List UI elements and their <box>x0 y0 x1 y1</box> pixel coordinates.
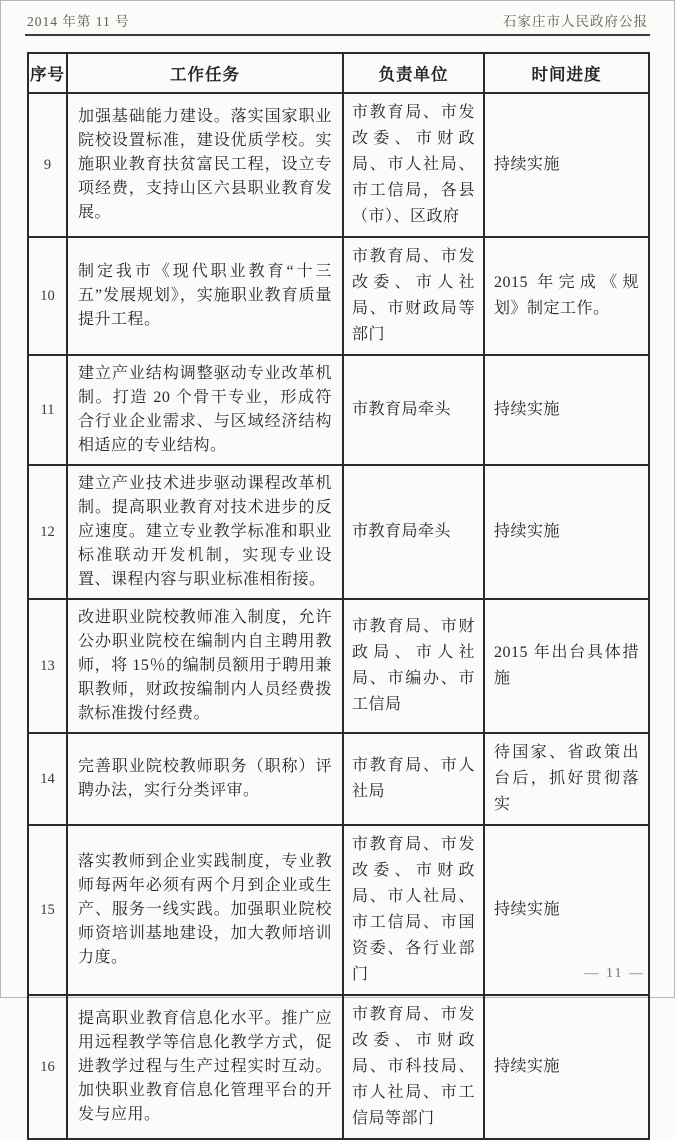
task-cell: 制定我市《现代职业教育“十三五”发展规划》，实施职业教育质量提升工程。 <box>67 237 343 355</box>
table-row <box>28 825 649 995</box>
time-cell: 持续实施 <box>484 995 649 1139</box>
col-header-unit: 负责单位 <box>343 53 484 93</box>
running-header <box>27 10 648 30</box>
row-number: 12 <box>28 465 67 599</box>
row-number: 14 <box>28 733 67 825</box>
task-cell: 建立产业技术进步驱动课程改革机制。提高职业教育对技术进步的反应速度。建立专业教学标准和职业标准联动开发机制，实现专业设置、课程内容与职业标准相衔接。 <box>67 465 343 599</box>
gazette-title: 石家庄市人民政府公报 <box>503 14 648 29</box>
unit-cell: 市教育局、市发改委、市财政局、市人社局、市工信局，各县（市）、区政府 <box>343 93 484 237</box>
row-number: 15 <box>28 825 67 995</box>
task-cell: 落实教师到企业实践制度，专业教师每两年必须有两个月到企业或生产、服务一线实践。加强职业院校师资培训基地建设，加大教师培训力度。 <box>67 825 343 995</box>
table-row <box>28 237 649 355</box>
time-cell: 持续实施 <box>484 93 649 237</box>
unit-cell: 市教育局、市人社局 <box>343 733 484 825</box>
time-cell: 持续实施 <box>484 825 649 995</box>
page-number: — 11 — <box>584 966 645 981</box>
task-cell: 改进职业院校教师准入制度，允许公办职业院校在编制内自主聘用教师，将 15％的编制员额用于聘用兼职教师，财政按编制内人员经费拨款标准拨付经费。 <box>67 599 343 733</box>
unit-cell: 市教育局、市发改委、市财政局、市科技局、市人社局、市工信局等部门 <box>343 995 484 1139</box>
time-cell: 持续实施 <box>484 465 649 599</box>
row-number: 10 <box>28 237 67 355</box>
row-number: 9 <box>28 93 67 237</box>
time-cell: 待国家、省政策出台后，抓好贯彻落实 <box>484 733 649 825</box>
col-header-number: 序号 <box>28 53 67 93</box>
work-task-table <box>27 52 650 1140</box>
row-number: 16 <box>28 995 67 1139</box>
row-number: 11 <box>28 355 67 465</box>
task-cell: 完善职业院校教师职务（职称）评聘办法，实行分类评审。 <box>67 733 343 825</box>
unit-cell: 市教育局、市发改委、市人社局、市财政局等部门 <box>343 237 484 355</box>
row-number: 13 <box>28 599 67 733</box>
col-header-task: 工作任务 <box>67 53 343 93</box>
unit-cell: 市教育局牵头 <box>343 465 484 599</box>
unit-cell: 市教育局、市财政局、市人社局、市编办、市工信局 <box>343 599 484 733</box>
task-cell: 加强基础能力建设。落实国家职业院校设置标准，建设优质学校。实施职业教育扶贫富民工程，设立专项经费，支持山区六县职业教育发展。 <box>67 93 343 237</box>
table-row <box>28 93 649 237</box>
time-cell: 2015 年完成《规划》制定工作。 <box>484 237 649 355</box>
table-row <box>28 599 649 733</box>
table-header-row <box>28 53 649 93</box>
header-rule <box>25 34 650 36</box>
unit-cell: 市教育局牵头 <box>343 355 484 465</box>
task-cell: 提高职业教育信息化水平。推广应用远程教学等信息化教学方式，促进教学过程与生产过程实时互动。加快职业教育信息化管理平台的开发与应用。 <box>67 995 343 1139</box>
table-row <box>28 355 649 465</box>
table-row <box>28 733 649 825</box>
issue-number: 2014 年第 11 号 <box>27 14 130 29</box>
time-cell: 2015 年出台具体措施 <box>484 599 649 733</box>
unit-cell: 市教育局、市发改委、市财政局、市人社局、市工信局、市国资委、各行业部门 <box>343 825 484 995</box>
table-row <box>28 995 649 1139</box>
col-header-time: 时间进度 <box>484 53 649 93</box>
task-cell: 建立产业结构调整驱动专业改革机制。打造 20 个骨干专业，形成符合行业企业需求、与区域经济结构相适应的专业结构。 <box>67 355 343 465</box>
table-row <box>28 465 649 599</box>
time-cell: 持续实施 <box>484 355 649 465</box>
